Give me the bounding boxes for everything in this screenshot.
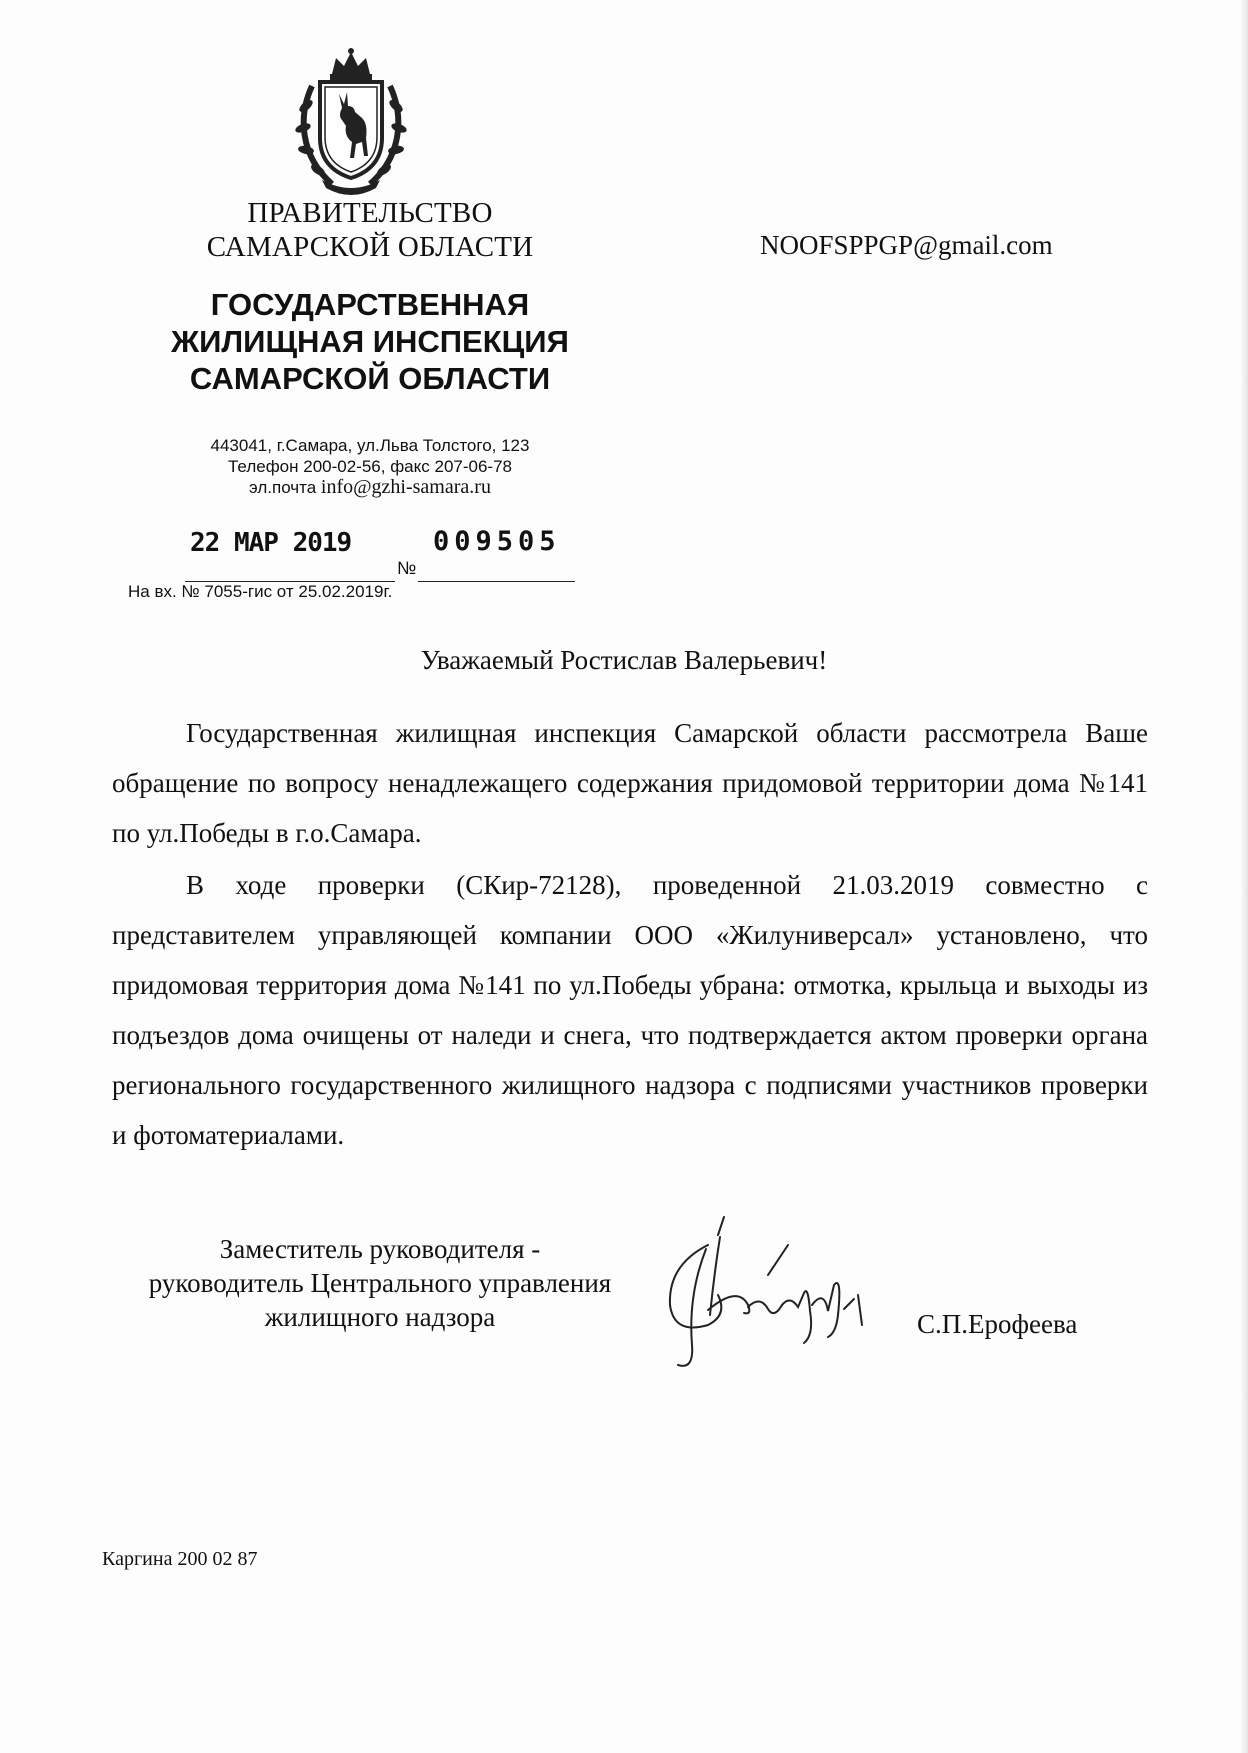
- inspection-name: [140, 286, 600, 397]
- greeting: Уважаемый Ростислав Валерьевич!: [420, 645, 828, 675]
- scan-edge: [1240, 0, 1248, 1753]
- gov-line-1: ПРАВИТЕЛЬСТВО: [247, 197, 493, 229]
- incoming-reference: На вх. № 7055-гис от 25.02.2019г.: [128, 582, 393, 601]
- inspection-line-2: ЖИЛИЩНАЯ ИНСПЕКЦИЯ: [171, 324, 569, 359]
- position-line-1: Заместитель руководителя -: [219, 1234, 541, 1264]
- signer-position: [120, 1232, 640, 1334]
- recipient-email: NOOFSPPGP@gmail.com: [760, 230, 1053, 260]
- number-underline: [418, 581, 575, 582]
- email-label: эл.почта: [249, 478, 321, 497]
- contact-block: [160, 435, 580, 498]
- position-line-3: жилищного надзора: [264, 1302, 496, 1332]
- paragraph-2: В ходе проверки (СКир-72128), проведенной 21.03.2019 совместно с представителем управляющей компании ООО «Жилуниверсал» установлено, что придомовая территория дома №141 по ул.Победы убрана: отмотка, крыльца и выходы из подъездов дома очищены от наледи и снега, что подтверждается актом проверки органа регионального государственного жилищного надзора с подписями участников проверки и фотоматериалами.: [112, 870, 1148, 1150]
- handwritten-signature-icon: [648, 1215, 928, 1375]
- coat-of-arms-icon: [292, 46, 410, 196]
- email-address: info@gzhi-samara.ru: [320, 476, 491, 498]
- number-stamp: 009505: [433, 526, 561, 557]
- gov-line-2: САМАРСКОЙ ОБЛАСТИ: [206, 231, 534, 263]
- postal-address: 443041, г.Самара, ул.Льва Толстого, 123: [210, 436, 530, 455]
- date-stamp: 22 МАР 2019: [190, 528, 352, 558]
- number-sign: №: [397, 558, 417, 578]
- letter-body: [112, 708, 1148, 1162]
- signer-name: С.П.Ерофеева: [917, 1309, 1078, 1339]
- paragraph-1: Государственная жилищная инспекция Самарской области рассмотрела Ваше обращение по вопросу ненадлежащего содержания придомовой территории дома №141 по ул.Победы в г.о.Самара.: [112, 718, 1148, 848]
- inspection-line-3: САМАРСКОЙ ОБЛАСТИ: [189, 361, 551, 396]
- government-name: [180, 196, 560, 264]
- phone-fax: Телефон 200-02-56, факс 207-06-78: [228, 457, 512, 476]
- inspection-line-1: ГОСУДАРСТВЕННАЯ: [210, 287, 530, 322]
- position-line-2: руководитель Центрального управления: [148, 1268, 612, 1298]
- email-line: [160, 477, 580, 498]
- executor-contact: Каргина 200 02 87: [102, 1548, 258, 1570]
